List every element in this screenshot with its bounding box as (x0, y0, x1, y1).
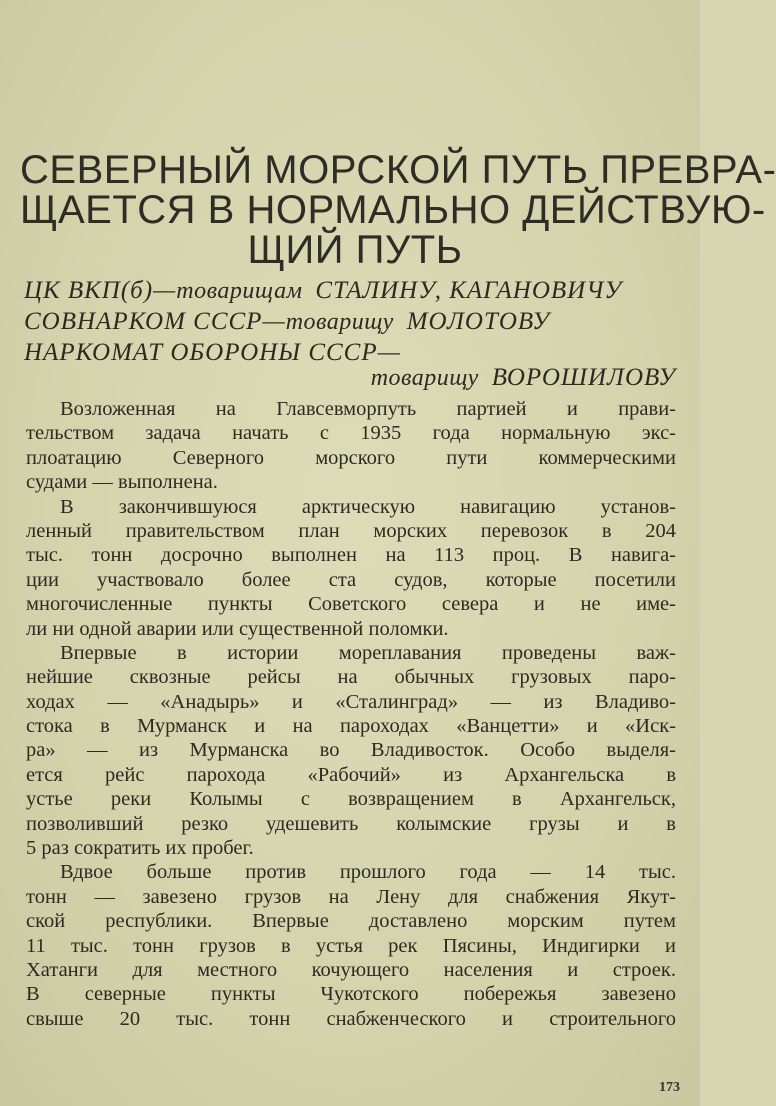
body-line: 11 тыс. тонн грузов в устья рек Пясины, Индигирки и (26, 934, 676, 957)
addressee-salutation: товарищам (176, 278, 303, 304)
body-line: ли ни одной аварии или существенной поломки. (26, 617, 449, 640)
body-line: ции участвовало более ста судов, которые посетили (26, 568, 676, 591)
address-line-4 (24, 364, 676, 392)
title-line-2: ЩАЕТСЯ В НОРМАЛЬНО ДЕЙСТВУЮ- (20, 188, 766, 232)
body-line: Впервые в истории мореплавания проведены важ- (60, 641, 676, 664)
article-body (26, 397, 676, 1031)
body-line: В северные пункты Чукотского побережья завезено (26, 983, 676, 1006)
article-title (20, 148, 776, 272)
body-line: плоатацию Северного морского пути коммерческими (26, 446, 676, 469)
title-line-1: СЕВЕРНЫЙ МОРСКОЙ ПУТЬ ПРЕВРА- (20, 148, 776, 192)
addressee-names: СТАЛИНУ, КАГАНОВИЧУ (315, 277, 623, 304)
body-line: многочисленные пункты Советского севера и не име- (26, 593, 676, 616)
page-number: 173 (659, 1080, 680, 1095)
body-line: тельством задача начать с 1935 года нормальную экс- (26, 422, 676, 445)
addressee-names: ВОРОШИЛОВУ (491, 364, 676, 391)
body-line: стока в Мурманск и на пароходах «Ванцетти» и «Иск- (26, 715, 676, 738)
body-line: ленный правительством план морских перевозок в 204 (26, 519, 676, 542)
body-line: ходах — «Анадырь» и «Сталинград» — из Владиво- (26, 690, 676, 713)
body-line: ра» — из Мурманска во Владивосток. Особо выделя- (26, 739, 676, 762)
addressee-org: НАРКОМАТ ОБОРОНЫ СССР— (24, 339, 401, 366)
body-line: ется рейс парохода «Рабочий» из Архангельска в (26, 763, 676, 786)
body-line: 5 раз сократить их пробег. (26, 837, 254, 860)
body-line: тыс. тонн досрочно выполнен на 113 проц. В навига- (26, 544, 676, 567)
body-line: позволивший резко удешевить колымские грузы и в (26, 812, 676, 835)
body-line: судами — выполнена. (26, 471, 218, 494)
body-line: Возложенная на Главсевморпуть партией и прави- (60, 398, 676, 420)
addressee-org: ЦК ВКП(б)— (24, 277, 177, 304)
body-line: устье реки Колымы с возвращением в Архангельск, (26, 788, 676, 811)
body-line: нейшие сквозные рейсы на обычных грузовых паро- (26, 666, 676, 689)
addressee-salutation: товарищу (285, 309, 394, 335)
body-line: тонн — завезено грузов на Лену для снабжения Якут- (26, 885, 676, 908)
title-line-3: ЩИЙ ПУТЬ (247, 228, 463, 272)
addressee-salutation: товарищу (370, 365, 479, 391)
addressee-names: МОЛОТОВУ (406, 308, 550, 335)
address-line-2 (24, 308, 684, 336)
body-line: ской республики. Впервые доставлено морским путем (26, 910, 676, 933)
body-line: Хатанги для местного кочующего населения и строек. (26, 958, 676, 981)
body-line: Вдвое больше против прошлого года — 14 тыс. (60, 861, 676, 884)
addressee-org: СОВНАРКОМ СССР— (24, 308, 286, 335)
address-line-3 (24, 339, 684, 367)
body-line: свыше 20 тыс. тонн снабженческого и строительного (26, 1007, 676, 1030)
address-line-1 (24, 277, 684, 305)
body-line: В закончившуюся арктическую навигацию установ- (60, 495, 676, 518)
